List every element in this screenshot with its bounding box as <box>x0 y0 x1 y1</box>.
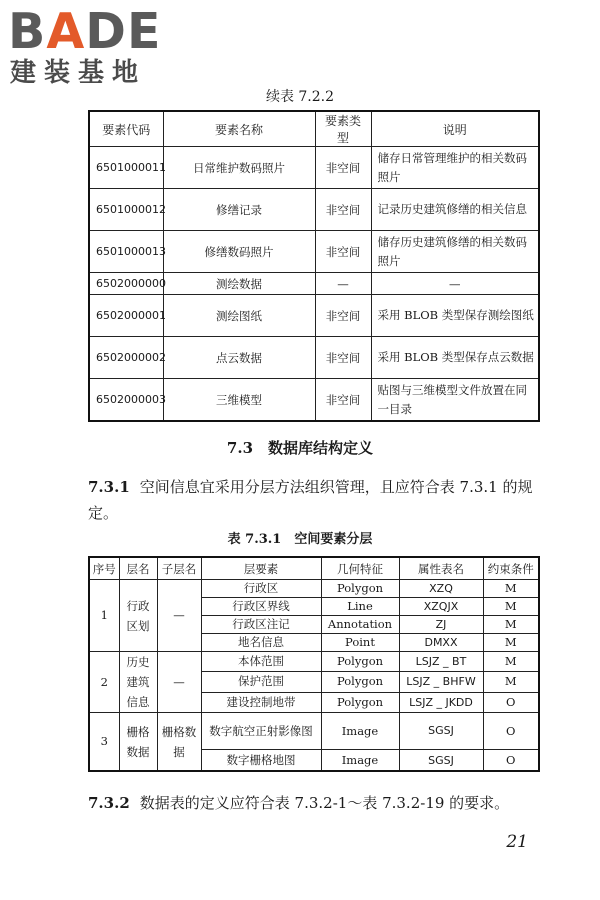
element-type: 非空间 <box>315 295 371 337</box>
section-heading <box>0 438 600 458</box>
constraint: M <box>483 672 539 692</box>
element-name: 日常维护数码照片 <box>163 147 315 189</box>
geometry-type: Polygon <box>321 580 399 598</box>
element-code: 6501000013 <box>89 231 163 273</box>
geometry-type: Annotation <box>321 616 399 634</box>
attribute-table: SGSJ <box>399 713 483 750</box>
table-row <box>89 713 539 750</box>
column-header: 要素代码 <box>89 111 163 147</box>
table-row <box>89 231 539 273</box>
logo-wordmark: BADE <box>8 3 162 60</box>
element-desc: 记录历史建筑修缮的相关信息 <box>371 189 539 231</box>
element-name: 测绘数据 <box>163 273 315 295</box>
layer-name: 历史建筑信息 <box>119 652 157 713</box>
element-desc: 采用 BLOB 类型保存点云数据 <box>371 337 539 379</box>
element-name: 修缮数码照片 <box>163 231 315 273</box>
column-header: 层名 <box>119 557 157 580</box>
element-name: 修缮记录 <box>163 189 315 231</box>
table2-caption: 表 7.3.1 空间要素分层 <box>227 532 373 547</box>
layer-element: 行政区 <box>201 580 321 598</box>
element-type: 非空间 <box>315 147 371 189</box>
clause-7-3-1 <box>88 474 548 526</box>
geometry-type: Image <box>321 750 399 772</box>
element-code: 6501000012 <box>89 189 163 231</box>
column-header: 属性表名 <box>399 557 483 580</box>
table-row <box>89 652 539 672</box>
attribute-table: LSJZ _ JKDD <box>399 692 483 712</box>
column-header: 几何特征 <box>321 557 399 580</box>
attribute-table: LSJZ _ BHFW <box>399 672 483 692</box>
layer-name: 栅格数据 <box>119 713 157 772</box>
layer-name: 行政区划 <box>119 580 157 652</box>
clause-number: 7.3.1 <box>88 478 130 496</box>
bade-logo <box>8 4 178 90</box>
layer-element: 数字航空正射影像图 <box>201 713 321 750</box>
constraint: M <box>483 652 539 672</box>
layer-element: 本体范围 <box>201 652 321 672</box>
layer-element: 地名信息 <box>201 634 321 652</box>
geometry-type: Polygon <box>321 652 399 672</box>
element-code: 6502000003 <box>89 379 163 422</box>
attribute-table: ZJ <box>399 616 483 634</box>
geometry-type: Line <box>321 598 399 616</box>
element-type: 非空间 <box>315 231 371 273</box>
column-header: 序号 <box>89 557 119 580</box>
sublayer-name: — <box>157 580 201 652</box>
group-number: 3 <box>89 713 119 772</box>
clause-text: 空间信息宜采用分层方法组织管理，且应符合表 7.3.1 的规定。 <box>88 478 533 522</box>
geometry-type: Polygon <box>321 692 399 712</box>
constraint: M <box>483 634 539 652</box>
geometry-type: Polygon <box>321 672 399 692</box>
element-code: 6501000011 <box>89 147 163 189</box>
layer-element: 行政区界线 <box>201 598 321 616</box>
constraint: O <box>483 692 539 712</box>
clause-text: 数据表的定义应符合表 7.3.2-1～表 7.3.2-19 的要求。 <box>139 794 510 812</box>
layer-element: 建设控制地带 <box>201 692 321 712</box>
element-type: 非空间 <box>315 189 371 231</box>
section-number: 7.3 <box>226 439 254 457</box>
layer-element: 数字栅格地图 <box>201 750 321 772</box>
attribute-table: XZQJX <box>399 598 483 616</box>
element-type: 非空间 <box>315 379 371 422</box>
element-desc: 储存日常管理维护的相关数码照片 <box>371 147 539 189</box>
table-row <box>89 337 539 379</box>
table-row <box>89 147 539 189</box>
element-type: 非空间 <box>315 337 371 379</box>
constraint: O <box>483 713 539 750</box>
element-desc: 贴图与三维模型文件放置在同一目录 <box>371 379 539 422</box>
table-row <box>89 273 539 295</box>
column-header: 要素类型 <box>315 111 371 147</box>
column-header: 说明 <box>371 111 539 147</box>
column-header: 要素名称 <box>163 111 315 147</box>
logo-subtitle: 建装基地 <box>10 58 147 88</box>
element-code: 6502000001 <box>89 295 163 337</box>
element-desc: 储存历史建筑修缮的相关数码照片 <box>371 231 539 273</box>
constraint: M <box>483 580 539 598</box>
clause-7-3-2 <box>88 790 548 816</box>
group-number: 1 <box>89 580 119 652</box>
geometry-type: Image <box>321 713 399 750</box>
element-desc: — <box>371 273 539 295</box>
table-row <box>89 580 539 598</box>
page-number: 21 <box>506 832 528 852</box>
layer-element: 行政区注记 <box>201 616 321 634</box>
element-name: 测绘图纸 <box>163 295 315 337</box>
element-type: — <box>315 273 371 295</box>
attribute-table: SGSJ <box>399 750 483 772</box>
constraint: M <box>483 598 539 616</box>
table-row <box>89 189 539 231</box>
element-code-table <box>88 110 540 422</box>
element-desc: 采用 BLOB 类型保存测绘图纸 <box>371 295 539 337</box>
sublayer-name: 栅格数据 <box>157 713 201 772</box>
layer-element: 保护范围 <box>201 672 321 692</box>
column-header: 层要素 <box>201 557 321 580</box>
column-header: 约束条件 <box>483 557 539 580</box>
attribute-table: LSJZ _ BT <box>399 652 483 672</box>
constraint: M <box>483 616 539 634</box>
element-code: 6502000002 <box>89 337 163 379</box>
section-title: 数据库结构定义 <box>268 439 374 457</box>
group-number: 2 <box>89 652 119 713</box>
clause-number: 7.3.2 <box>88 794 130 812</box>
element-code: 6502000000 <box>89 273 163 295</box>
table-row <box>89 295 539 337</box>
geometry-type: Point <box>321 634 399 652</box>
table-header-row <box>89 557 539 580</box>
sublayer-name: — <box>157 652 201 713</box>
attribute-table: DMXX <box>399 634 483 652</box>
element-name: 点云数据 <box>163 337 315 379</box>
column-header: 子层名 <box>157 557 201 580</box>
constraint: O <box>483 750 539 772</box>
table1-caption: 续表 7.2.2 <box>265 89 335 105</box>
element-name: 三维模型 <box>163 379 315 422</box>
spatial-layer-table <box>88 556 540 772</box>
table-header-row <box>89 111 539 147</box>
attribute-table: XZQ <box>399 580 483 598</box>
table-row <box>89 379 539 422</box>
